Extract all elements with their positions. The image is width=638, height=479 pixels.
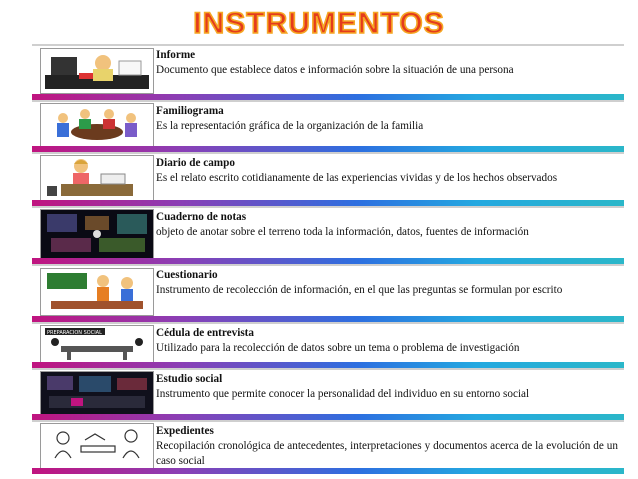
item-title: Expedientes <box>156 425 214 437</box>
family-meeting-icon <box>40 103 154 147</box>
item-description: Instrumento de recolección de información, en el que las preguntas se formulan por escrito <box>156 284 563 296</box>
item-title: Informe <box>156 49 196 61</box>
item-title: Diario de campo <box>156 157 235 169</box>
item-title: Cuaderno de notas <box>156 211 247 223</box>
notebook-collage-icon <box>40 209 154 259</box>
interview-caption: PREPARACION SOCIAL <box>47 330 102 336</box>
item-description: Es la representación gráfica de la organización de la familia <box>156 120 424 132</box>
item-description: Recopilación cronológica de antecedentes, interpretaciones y documentos acerca de la evolución de un caso social <box>156 440 618 467</box>
list-item <box>32 264 624 322</box>
interview-table-icon <box>40 325 154 363</box>
row-accent-strip <box>32 468 624 474</box>
item-description: Documento que establece datos e información sobre la situación de una persona <box>156 64 514 76</box>
item-description: objeto de anotar sobre el terreno toda la información, datos, fuentes de información <box>156 226 529 238</box>
list-item <box>32 152 624 206</box>
list-item <box>32 368 624 420</box>
item-title: Cuestionario <box>156 269 218 281</box>
list-item <box>32 420 624 474</box>
sketch-meeting-icon <box>40 423 154 469</box>
social-study-collage-icon <box>40 371 154 415</box>
page-title-text: INSTRUMENTOS <box>193 7 445 38</box>
item-description: Es el relato escrito cotidianamente de las experiencias vividas y de los hechos observados <box>156 172 558 184</box>
list-item <box>32 44 624 100</box>
item-title: Estudio social <box>156 373 223 385</box>
item-title: Familiograma <box>156 105 224 117</box>
item-description: Instrumento que permite conocer la personalidad del individuo en su entorno social <box>156 388 530 400</box>
list-item <box>32 206 624 264</box>
classroom-icon <box>40 268 154 316</box>
teacher-desk-icon <box>40 155 154 201</box>
list-item <box>32 100 624 152</box>
item-description: Utilizado para la recolección de datos sobre un tema o problema de investigación <box>156 342 520 354</box>
list-item <box>32 322 624 368</box>
item-title: Cédula de entrevista <box>156 327 254 339</box>
page-title <box>0 2 638 38</box>
office-desk-icon <box>40 48 154 94</box>
